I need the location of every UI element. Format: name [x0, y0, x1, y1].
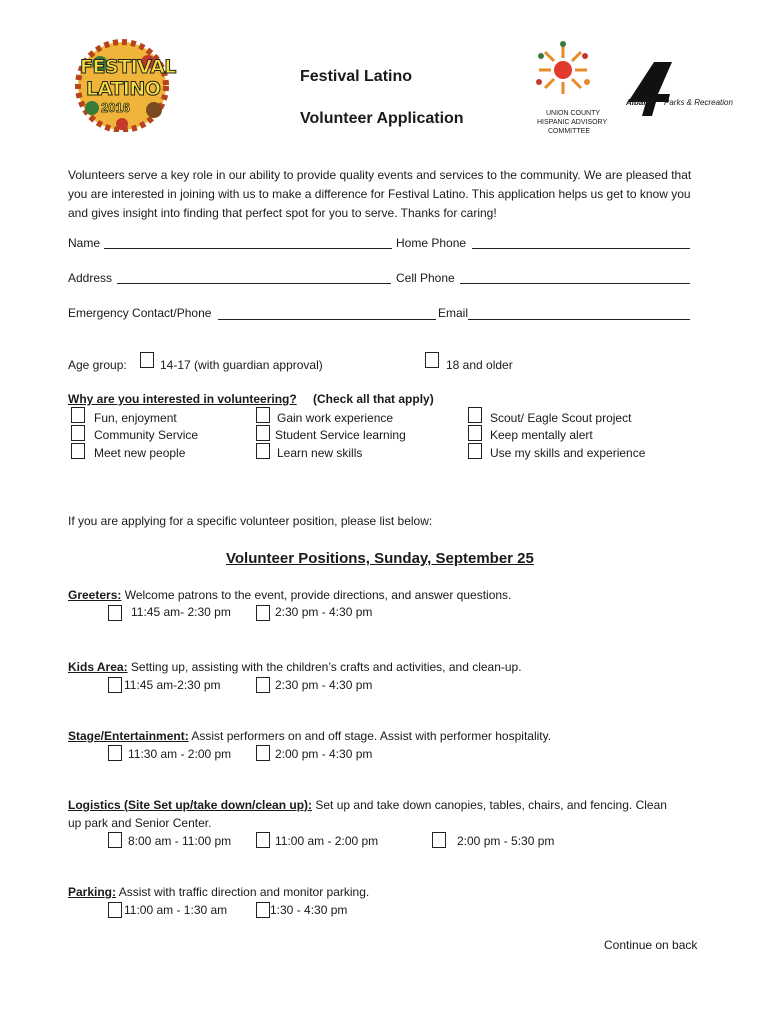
logistics-slot3-checkbox[interactable]: [432, 832, 446, 848]
logo-text-year: 2016: [101, 100, 130, 115]
age-14-17-checkbox[interactable]: [140, 352, 154, 368]
parking-description: Parking: Assist with traffic direction and monitor parking.: [68, 885, 370, 899]
stage-slot2-checkbox[interactable]: [256, 745, 270, 761]
interest-work-experience-label: Gain work experience: [277, 411, 394, 425]
interest-new-skills-checkbox[interactable]: [256, 443, 270, 459]
cell-phone-field[interactable]: [460, 283, 690, 284]
partner-text-line2: HISPANIC ADVISORY: [537, 119, 608, 126]
age-group-label: Age group:: [68, 358, 127, 372]
address-label: Address: [68, 271, 113, 285]
kids-area-description: Kids Area: Setting up, assisting with the children’s crafts and activities, and clean-up.: [68, 660, 522, 674]
partner-text-line1: UNION COUNTY: [546, 110, 601, 117]
interest-mentally-alert-checkbox[interactable]: [468, 425, 482, 441]
stage-description: Stage/Entertainment: Assist performers on and off stage. Assist with performer hospitality.: [68, 729, 552, 743]
albany-logo: [620, 58, 680, 118]
logistics-description: Logistics (Site Set up/take down/clean up): Set up and take down canopies, tables, chairs, and fencing. Clean: [68, 798, 667, 812]
home-phone-field[interactable]: [472, 248, 690, 249]
interest-fun-checkbox[interactable]: [71, 407, 85, 423]
interest-service-learning-checkbox[interactable]: [256, 425, 270, 441]
interest-hint: (Check all that apply): [313, 392, 434, 406]
logo-text-latino: LATINO: [86, 78, 161, 100]
continue-on-back-text: Continue on back: [604, 938, 698, 952]
email-field[interactable]: [468, 319, 690, 320]
greeters-description: Greeters: Welcome patrons to the event, provide directions, and answer questions.: [68, 588, 512, 602]
home-phone-label: Home Phone: [396, 236, 467, 250]
interest-work-experience-checkbox[interactable]: [256, 407, 270, 423]
page-title: Festival Latino: [300, 68, 413, 85]
logistics-slot1-label: 8:00 am - 11:00 pm: [128, 834, 232, 848]
interest-meet-people-label: Meet new people: [94, 446, 186, 460]
stage-slot2-label: 2:00 pm - 4:30 pm: [275, 747, 373, 761]
interest-community-checkbox[interactable]: [71, 425, 85, 441]
logistics-slot1-checkbox[interactable]: [108, 832, 122, 848]
interest-use-skills-checkbox[interactable]: [468, 443, 482, 459]
name-label: Name: [68, 236, 101, 250]
intro-paragraph: Volunteers serve a key role in our ability to provide quality events and services to the community. We are pleased that you are interested in joining with us to make a difference for Festival Latino. This application helps us get to know you and gives insight into finding that perfect spot for you to serve. Thanks for caring!: [68, 168, 692, 220]
kids-area-slot1-checkbox[interactable]: [108, 677, 122, 693]
parking-slot2-label: 1:30 - 4:30 pm: [270, 903, 348, 917]
interest-mentally-alert-label: Keep mentally alert: [490, 428, 593, 442]
email-label: Email: [438, 306, 469, 320]
parks-text: Parks & Recreation: [664, 98, 733, 107]
greeters-slot2-checkbox[interactable]: [256, 605, 270, 621]
age-18-plus-checkbox[interactable]: [425, 352, 439, 368]
emergency-contact-label: Emergency Contact/Phone: [68, 306, 212, 320]
parking-slot1-checkbox[interactable]: [108, 902, 122, 918]
name-field[interactable]: [104, 248, 392, 249]
specific-position-text: If you are applying for a specific volunteer position, please list below:: [68, 514, 433, 528]
kids-area-slot1-label: 11:45 am-2:30 pm: [124, 678, 221, 692]
interest-community-label: Community Service: [94, 428, 199, 442]
interest-service-learning-label: Student Service learning: [275, 428, 406, 442]
interest-question: Why are you interested in volunteering?: [68, 392, 297, 406]
parking-slot1-label: 11:00 am - 1:30 am: [124, 903, 228, 917]
logistics-slot3-label: 2:00 pm - 5:30 pm: [457, 834, 555, 848]
interest-fun-label: Fun, enjoyment: [94, 411, 177, 425]
logistics-slot2-label: 11:00 am - 2:00 pm: [275, 834, 379, 848]
interest-meet-people-checkbox[interactable]: [71, 443, 85, 459]
interest-scout-checkbox[interactable]: [468, 407, 482, 423]
page-subtitle: Volunteer Application: [300, 110, 464, 127]
positions-title: Volunteer Positions, Sunday, September 25: [226, 550, 534, 567]
interest-new-skills-label: Learn new skills: [277, 446, 363, 460]
age-18-plus-label: 18 and older: [446, 358, 513, 372]
greeters-slot1-label: 11:45 am- 2:30 pm: [131, 605, 231, 619]
greeters-slot1-checkbox[interactable]: [108, 605, 122, 621]
kids-area-slot2-checkbox[interactable]: [256, 677, 270, 693]
greeters-slot2-label: 2:30 pm - 4:30 pm: [275, 605, 373, 619]
logo-text-festival: FESTIVAL: [80, 56, 176, 78]
interest-scout-label: Scout/ Eagle Scout project: [490, 411, 632, 425]
age-14-17-label: 14-17 (with guardian approval): [160, 358, 323, 372]
kids-area-slot2-label: 2:30 pm - 4:30 pm: [275, 678, 373, 692]
logistics-slot2-checkbox[interactable]: [256, 832, 270, 848]
albany-text: Albany: [626, 98, 653, 107]
address-field[interactable]: [117, 283, 391, 284]
emergency-contact-field[interactable]: [218, 319, 436, 320]
cell-phone-label: Cell Phone: [396, 271, 455, 285]
parking-slot2-checkbox[interactable]: [256, 902, 270, 918]
hispanic-committee-logo: [533, 40, 593, 106]
stage-slot1-checkbox[interactable]: [108, 745, 122, 761]
logistics-description-line2: up park and Senior Center.: [68, 816, 212, 830]
interest-use-skills-label: Use my skills and experience: [490, 446, 646, 460]
stage-slot1-label: 11:30 am - 2:00 pm: [128, 747, 232, 761]
partner-text-line3: COMMITTEE: [548, 128, 590, 135]
